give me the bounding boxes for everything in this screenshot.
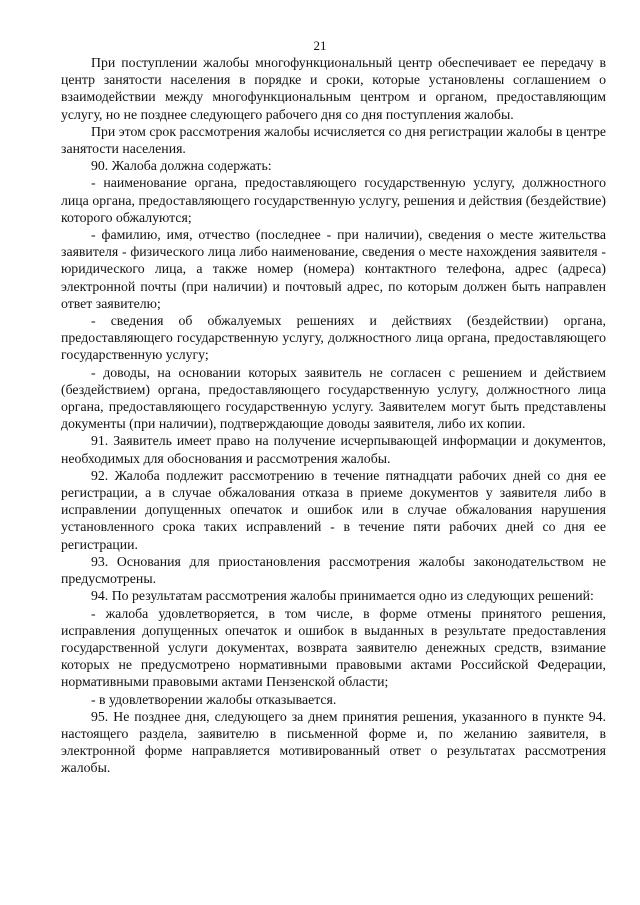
paragraph-92: 92. Жалоба подлежит рассмотрению в течение пятнадцати рабочих дней со дня ее регистрации, а в случае обжалования отказа в приеме документов у заявителя либо в исправлении допущенных опечаток и ошибок или в случае обжалования нарушения установленного срока таких исправлений - в течение пяти рабочих дней со дня ее регистрации. (61, 467, 606, 552)
page-number: 21 (313, 38, 327, 53)
paragraph-95: 95. Не позднее дня, следующего за днем принятия решения, указанного в пункте 94. настоящего раздела, заявителю в письменной форме и, по желанию заявителя, в электронной форме направляется мотивированный ответ о результатах рассмотрения жалобы. (61, 708, 606, 776)
paragraph-94: 94. По результатам рассмотрения жалобы принимается одно из следующих решений: (91, 588, 594, 604)
paragraph-mfc-transfer: При поступлении жалобы многофункциональный центр обеспечивает ее передачу в центр занятости населения в порядке и сроки, которые установлены соглашением о взаимодействии между многофункциональным центром и органом, предоставляющим услугу, но не позднее следующего рабочего дня со дня поступления жалобы. (61, 55, 606, 122)
list-item-organ-name: - наименование органа, предоставляющего государственную услугу, должностного лица органа, предоставляющего государственную услугу, решения и действия (бездействие) которого обжалуются; (61, 175, 606, 225)
paragraph-review-term: При этом срок рассмотрения жалобы исчисляется со дня регистрации жалобы в центре занятости населения. (61, 123, 606, 157)
list-item-applicant-info: - фамилию, имя, отчество (последнее - при наличии), сведения о месте жительства заявителя - физического лица либо наименование, сведения о месте нахождения заявителя - юридического лица, а также номер (номера) контактного телефона, адрес (адреса) электронной почты (при наличии) и почтовый адрес, по которым должен быть направлен ответ заявителю; (61, 227, 606, 311)
paragraph-90-heading: 90. Жалоба должна содержать: (91, 158, 272, 174)
list-item-complaint-satisfied: - жалоба удовлетворяется, в том числе, в форме отмены принятого решения, исправления допущенных опечаток и ошибок в выданных в результате предоставления государственной услуги документах, возврата заявителю денежных средств, взимание которых не предусмотрено нормативными правовыми актами Российской Федерации, нормативными правовыми актами Пензенской области; (61, 605, 606, 690)
paragraph-93: 93. Основания для приостановления рассмотрения жалобы законодательством не предусмотрены. (61, 553, 606, 587)
document-body (61, 54, 606, 777)
list-item-complaint-rejected: - в удовлетворении жалобы отказывается. (91, 691, 337, 707)
list-item-appealed-decisions: - сведения об обжалуемых решениях и действиях (бездействии) органа, предоставляющего государственную услугу, должностного лица органа, предоставляющего государственную услугу; (61, 313, 606, 363)
paragraph-91: 91. Заявитель имеет право на получение исчерпывающей информации и документов, необходимых для обоснования и рассмотрения жалобы. (61, 433, 606, 466)
list-item-arguments: - доводы, на основании которых заявитель не согласен с решением и действием (бездействием) органа, предоставляющего государственную услугу, должностного лица органа, предоставляющего государственную услугу. Заявителем могут быть представлены документы (при наличии), подтверждающие доводы заявителя, либо их копии. (61, 364, 606, 432)
